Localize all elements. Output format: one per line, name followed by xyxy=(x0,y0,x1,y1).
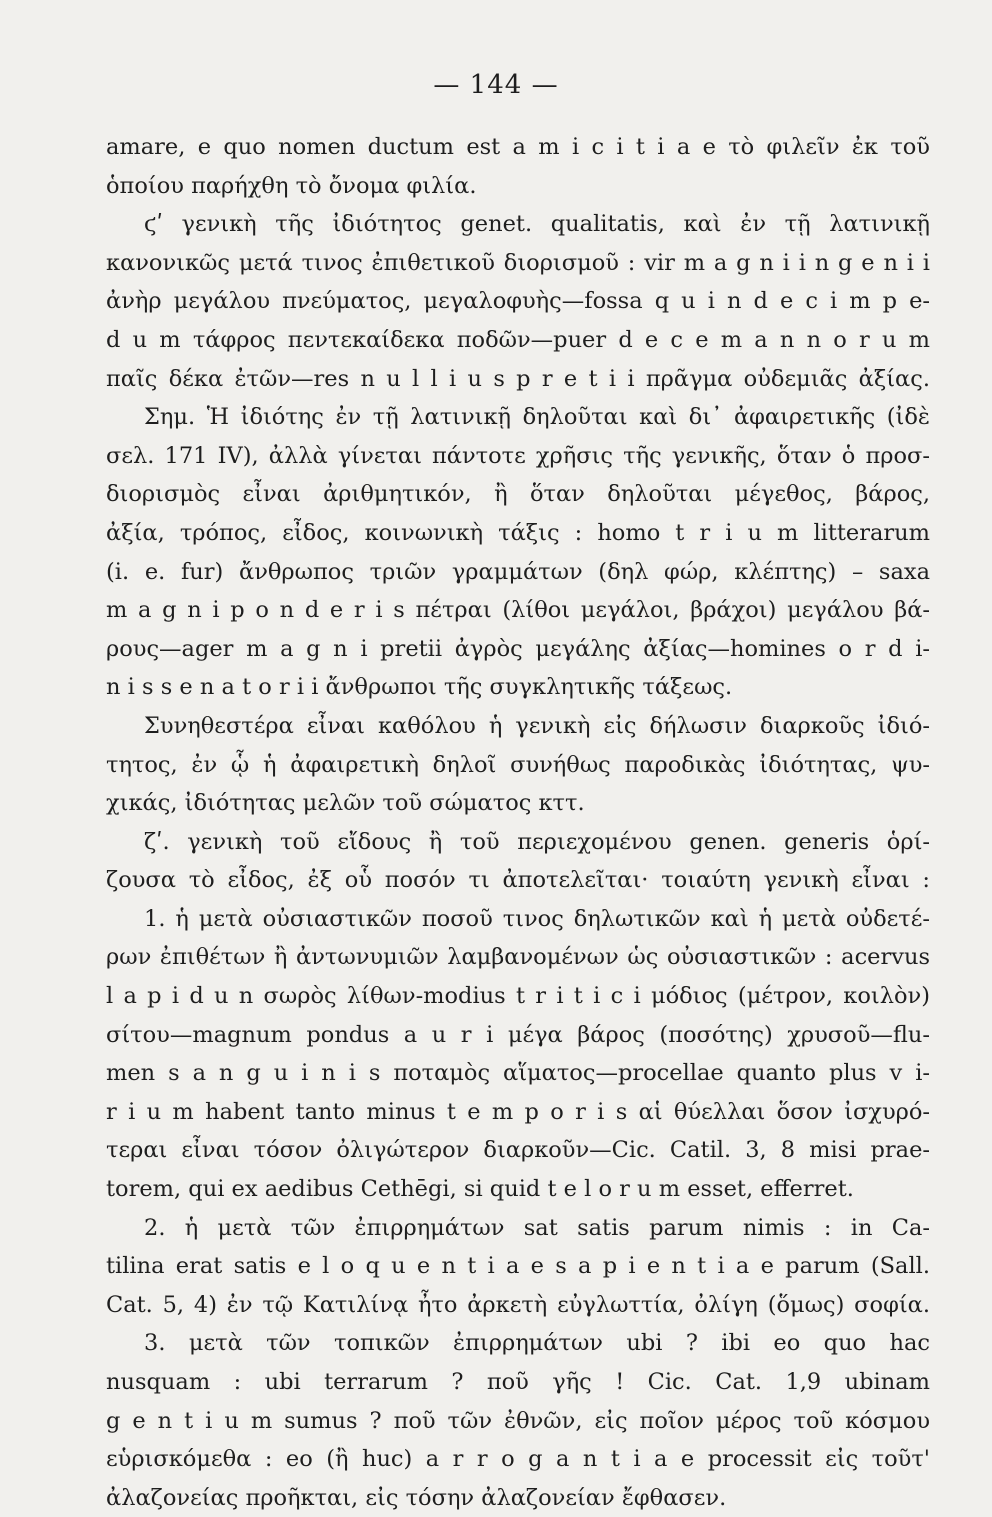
text-line: amare, e quo nomen ductum est a m i c i t i a e τὸ φιλεῖν ἐκ τοῦ xyxy=(106,134,930,160)
text-line: g e n t i u m sumus ? ποῦ τῶν ἐθνῶν, εἰς ποῖον μέρος τοῦ κόσμου xyxy=(106,1407,930,1434)
text-line: τεραι εἶναι τόσον ὀλιγώτερον διαρκοῦν—Cic. Catil. 3, 8 misi prae- xyxy=(106,1137,930,1164)
text-line: ζουσα τὸ εἶδος, ἐξ οὗ ποσόν τι ἀποτελεῖται· τοιαύτη γενικὴ εἶναι : xyxy=(106,867,930,894)
text-line: Σημ. Ἡ ἰδιότης ἐν τῇ λατινικῇ δηλοῦται καὶ δι᾽ ἀφαιρετικῆς (ἰδὲ xyxy=(144,404,930,431)
body-text xyxy=(106,128,930,1517)
text-line: χικάς, ἰδιότητας μελῶν τοῦ σώματος κττ. xyxy=(106,790,585,817)
text-line: ὁποίου παρήχθη τὸ ὄνομα φιλία. xyxy=(106,172,477,199)
text-line: r i u m habent tanto minus t e m p o r i s αἱ θύελλαι ὅσον ἰσχυρό- xyxy=(106,1098,930,1125)
text-line: 3. μετὰ τῶν τοπικῶν ἐπιρρημάτων ubi ? ibi eo quo hac xyxy=(144,1330,930,1357)
text-line: κανονικῶς μετά τινος ἐπιθετικοῦ διορισμοῦ : vir m a g n i i n g e n i i xyxy=(106,249,930,276)
text-line: ρους—ager m a g n i pretii ἀγρὸς μεγάλης ἀξίας—homines o r d i- xyxy=(106,635,930,662)
text-line: Cat. 5, 4) ἐν τῷ Κατιλίνᾳ ἦτο ἀρκετὴ εὐγλωττία, ὀλίγη (ὅμως) σοφία. xyxy=(106,1291,930,1318)
text-line: διορισμὸς εἶναι ἀριθμητικόν, ἢ ὅταν δηλοῦται μέγεθος, βάρος, xyxy=(106,481,930,508)
text-line: (i. e. fur) ἄνθρωπος τριῶν γραμμάτων (δηλ φώρ, κλέπτης) – saxa xyxy=(106,558,930,585)
text-line: ϛʹ γενικὴ τῆς ἰδιότητος genet. qualitatis, καὶ ἐν τῇ λατινικῇ xyxy=(144,211,930,238)
text-line: ἀξία, τρόπος, εἶδος, κοινωνικὴ τάξις : homo t r i u m litterarum xyxy=(106,519,930,546)
text-line: n i s s e n a t o r i i ἄνθρωποι τῆς συγκλητικῆς τάξεως. xyxy=(106,674,733,701)
text-line: ἀνὴρ μεγάλου πνεύματος, μεγαλοφυὴς—fossa q u i n d e c i m p e- xyxy=(106,288,930,315)
text-line: nusquam : ubi terrarum ? ποῦ γῆς ! Cic. Cat. 1,9 ubinam xyxy=(106,1369,930,1395)
text-line: Συνηθεστέρα εἶναι καθόλου ἡ γενικὴ εἰς δήλωσιν διαρκοῦς ἰδιό- xyxy=(144,712,930,739)
text-line: ἀλαζονείας προῆκται, εἰς τόσην ἀλαζονείαν ἔφθασεν. xyxy=(106,1484,727,1511)
text-line: 2. ἡ μετὰ τῶν ἐπιρρημάτων sat satis parum nimis : in Ca- xyxy=(144,1214,930,1241)
text-line: εὑρισκόμεθα : eo (ἢ huc) a r r o g a n t i a e processit εἰς τοῦτ' xyxy=(106,1446,930,1473)
text-line: men s a n g u i n i s ποταμὸς αἵματος—procellae quanto plus v i- xyxy=(106,1060,930,1087)
text-line: torem, qui ex aedibus Cethēgi, si quid t e l o r u m esset, efferret. xyxy=(106,1176,854,1203)
text-line: τητος, ἐν ᾧ ἡ ἀφαιρετικὴ δηλοῖ συνήθως παροδικὰς ἰδιότητας, ψυ- xyxy=(106,751,930,778)
page-number: — 144 — xyxy=(433,70,559,100)
text-line: d u m τάφρος πεντεκαίδεκα ποδῶν—puer d e c e m a n n o r u m xyxy=(106,326,930,353)
text-line: l a p i d u n σωρὸς λίθων-modius t r i t i c i μόδιος (μέτρον, κοιλὸν) xyxy=(106,983,930,1010)
text-line: ρων ἐπιθέτων ἢ ἀντωνυμιῶν λαμβανομένων ὡς οὐσιαστικῶν : acervus xyxy=(106,944,930,971)
text-line: παῖς δέκα ἐτῶν—res n u l l i u s p r e t i i πρᾶγμα οὐδεμιᾶς ἀξίας. xyxy=(106,365,930,392)
text-line: tilina erat satis e l o q u e n t i a e s a p i e n t i a e parum (Sall. xyxy=(106,1253,930,1280)
text-line: 1. ἡ μετὰ οὐσιαστικῶν ποσοῦ τινος δηλωτικῶν καὶ ἡ μετὰ οὐδετέ- xyxy=(144,905,930,932)
text-line: σελ. 171 IV), ἀλλὰ γίνεται πάντοτε χρῆσις τῆς γενικῆς, ὅταν ὁ προσ- xyxy=(106,442,930,469)
text-line: σίτου—magnum pondus a u r i μέγα βάρος (ποσότης) χρυσοῦ—flu- xyxy=(106,1021,930,1048)
text-line: m a g n i p o n d e r i s πέτραι (λίθοι μεγάλοι, βράχοι) μεγάλου βά- xyxy=(106,597,930,624)
text-line: ζʹ. γενικὴ τοῦ εἴδους ἢ τοῦ περιεχομένου genen. generis ὁρί- xyxy=(144,828,930,855)
